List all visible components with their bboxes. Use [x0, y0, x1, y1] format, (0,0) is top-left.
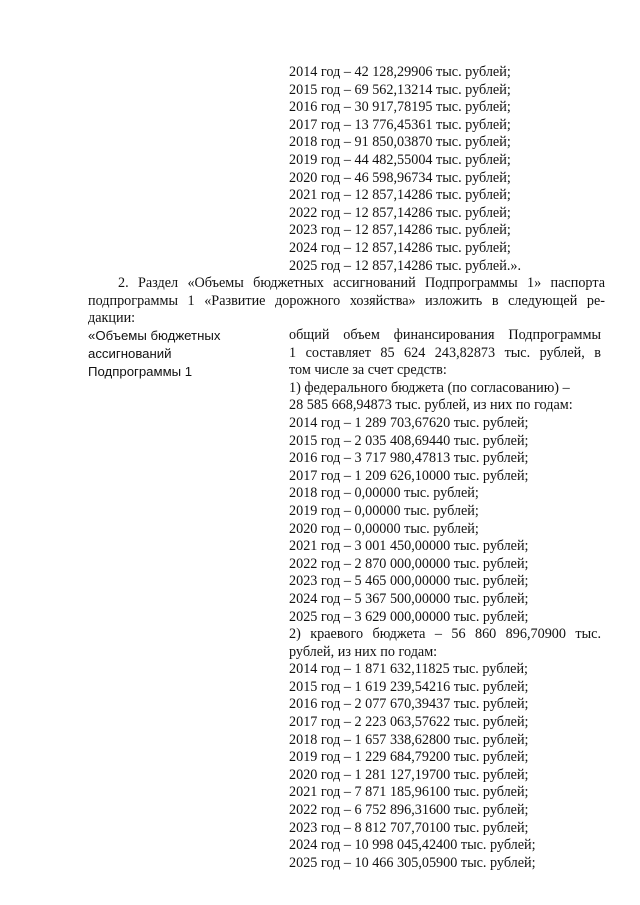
regional-year-line: 2015 год – 1 619 239,54216 тыс. рублей;: [289, 678, 529, 695]
year-line: 2014 год – 42 128,29906 тыс. рублей;: [289, 64, 511, 80]
year-line: 2018 год – 91 850,03870 тыс. рублей;: [289, 134, 511, 151]
year-line: 2025 год – 12 857,14286 тыс. рублей.».: [289, 257, 522, 274]
paragraph-line: 2. Раздел «Объемы бюджетных ассигнований Подпрограммы 1» паспорта: [118, 275, 605, 291]
regional-year-line: 2019 год – 1 229 684,79200 тыс. рублей;: [289, 749, 529, 766]
year-line: 2022 год – 12 857,14286 тыс. рублей;: [289, 204, 511, 221]
regional-year-line: 2024 год – 10 998 045,42400 тыс. рублей;: [289, 837, 536, 854]
federal-year-line: 2023 год – 5 465 000,00000 тыс. рублей;: [289, 573, 529, 590]
year-line: 2016 год – 30 917,78195 тыс. рублей;: [289, 99, 511, 116]
federal-year-line: 2015 год – 2 035 408,69440 тыс. рублей;: [289, 432, 529, 449]
regional-year-line: 2014 год – 1 871 632,11825 тыс. рублей;: [289, 661, 528, 678]
regional-year-line: 2018 год – 1 657 338,62800 тыс. рублей;: [289, 731, 529, 748]
federal-year-line: 2014 год – 1 289 703,67620 тыс. рублей;: [289, 414, 529, 431]
federal-year-line: 2016 год – 3 717 980,47813 тыс. рублей;: [289, 450, 529, 467]
table-left-cell: [88, 327, 278, 381]
paragraph-line: дакции:: [88, 310, 136, 327]
year-line: 2019 год – 44 482,55004 тыс. рублей;: [289, 151, 511, 168]
federal-year-line: 2021 год – 3 001 450,00000 тыс. рублей;: [289, 538, 529, 555]
federal-budget-line: 1) федерального бюджета (по согласованию) –: [289, 379, 570, 396]
federal-year-line: 2025 год – 3 629 000,00000 тыс. рублей;: [289, 608, 529, 625]
table-right-cell: [289, 327, 601, 872]
federal-budget-line: 28 585 668,94873 тыс. рублей, из них по годам:: [289, 397, 573, 414]
cell-line: ассигнований: [88, 346, 172, 361]
regional-year-line: 2023 год – 8 812 707,70100 тыс. рублей;: [289, 819, 529, 836]
regional-year-line: 2020 год – 1 281 127,19700 тыс. рублей;: [289, 766, 529, 783]
federal-year-line: 2020 год – 0,00000 тыс. рублей;: [289, 520, 479, 537]
federal-year-line: 2018 год – 0,00000 тыс. рублей;: [289, 485, 479, 502]
funding-intro-line: 1 составляет 85 624 243,82873 тыс. рублей, в: [289, 344, 601, 361]
section-2-paragraph: [88, 275, 605, 328]
federal-year-line: 2017 год – 1 209 626,10000 тыс. рублей;: [289, 467, 529, 484]
funding-intro-line: том числе за счет средств:: [289, 362, 447, 379]
federal-year-line: 2019 год – 0,00000 тыс. рублей;: [289, 502, 479, 519]
regional-year-line: 2022 год – 6 752 896,31600 тыс. рублей;: [289, 802, 529, 819]
year-line: 2023 год – 12 857,14286 тыс. рублей;: [289, 222, 511, 239]
paragraph-line: подпрограммы 1 «Развитие дорожного хозяйства» изложить в следующей ре-: [88, 292, 605, 309]
year-line: 2020 год – 46 598,96734 тыс. рублей;: [289, 169, 511, 186]
regional-budget-line: рублей, из них по годам:: [289, 643, 438, 660]
previous-section-year-list: [289, 64, 589, 275]
year-line: 2015 год – 69 562,13214 тыс. рублей;: [289, 81, 511, 98]
federal-year-line: 2022 год – 2 870 000,00000 тыс. рублей;: [289, 555, 529, 572]
regional-year-line: 2017 год – 2 223 063,57622 тыс. рублей;: [289, 714, 529, 731]
year-line: 2017 год – 13 776,45361 тыс. рублей;: [289, 116, 511, 133]
regional-year-line: 2025 год – 10 466 305,05900 тыс. рублей;: [289, 854, 536, 871]
regional-year-line: 2016 год – 2 077 670,39437 тыс. рублей;: [289, 696, 529, 713]
cell-line: Подпрограммы 1: [88, 364, 193, 379]
funding-intro-line: общий объем финансирования Подпрограммы: [289, 327, 601, 343]
year-line: 2021 год – 12 857,14286 тыс. рублей;: [289, 187, 511, 204]
federal-year-line: 2024 год – 5 367 500,00000 тыс. рублей;: [289, 590, 529, 607]
regional-budget-line: 2) краевого бюджета – 56 860 896,70900 тыс.: [289, 626, 601, 643]
regional-year-line: 2021 год – 7 871 185,96100 тыс. рублей;: [289, 784, 529, 801]
cell-line: «Объемы бюджетных: [88, 328, 221, 343]
year-line: 2024 год – 12 857,14286 тыс. рублей;: [289, 239, 511, 256]
